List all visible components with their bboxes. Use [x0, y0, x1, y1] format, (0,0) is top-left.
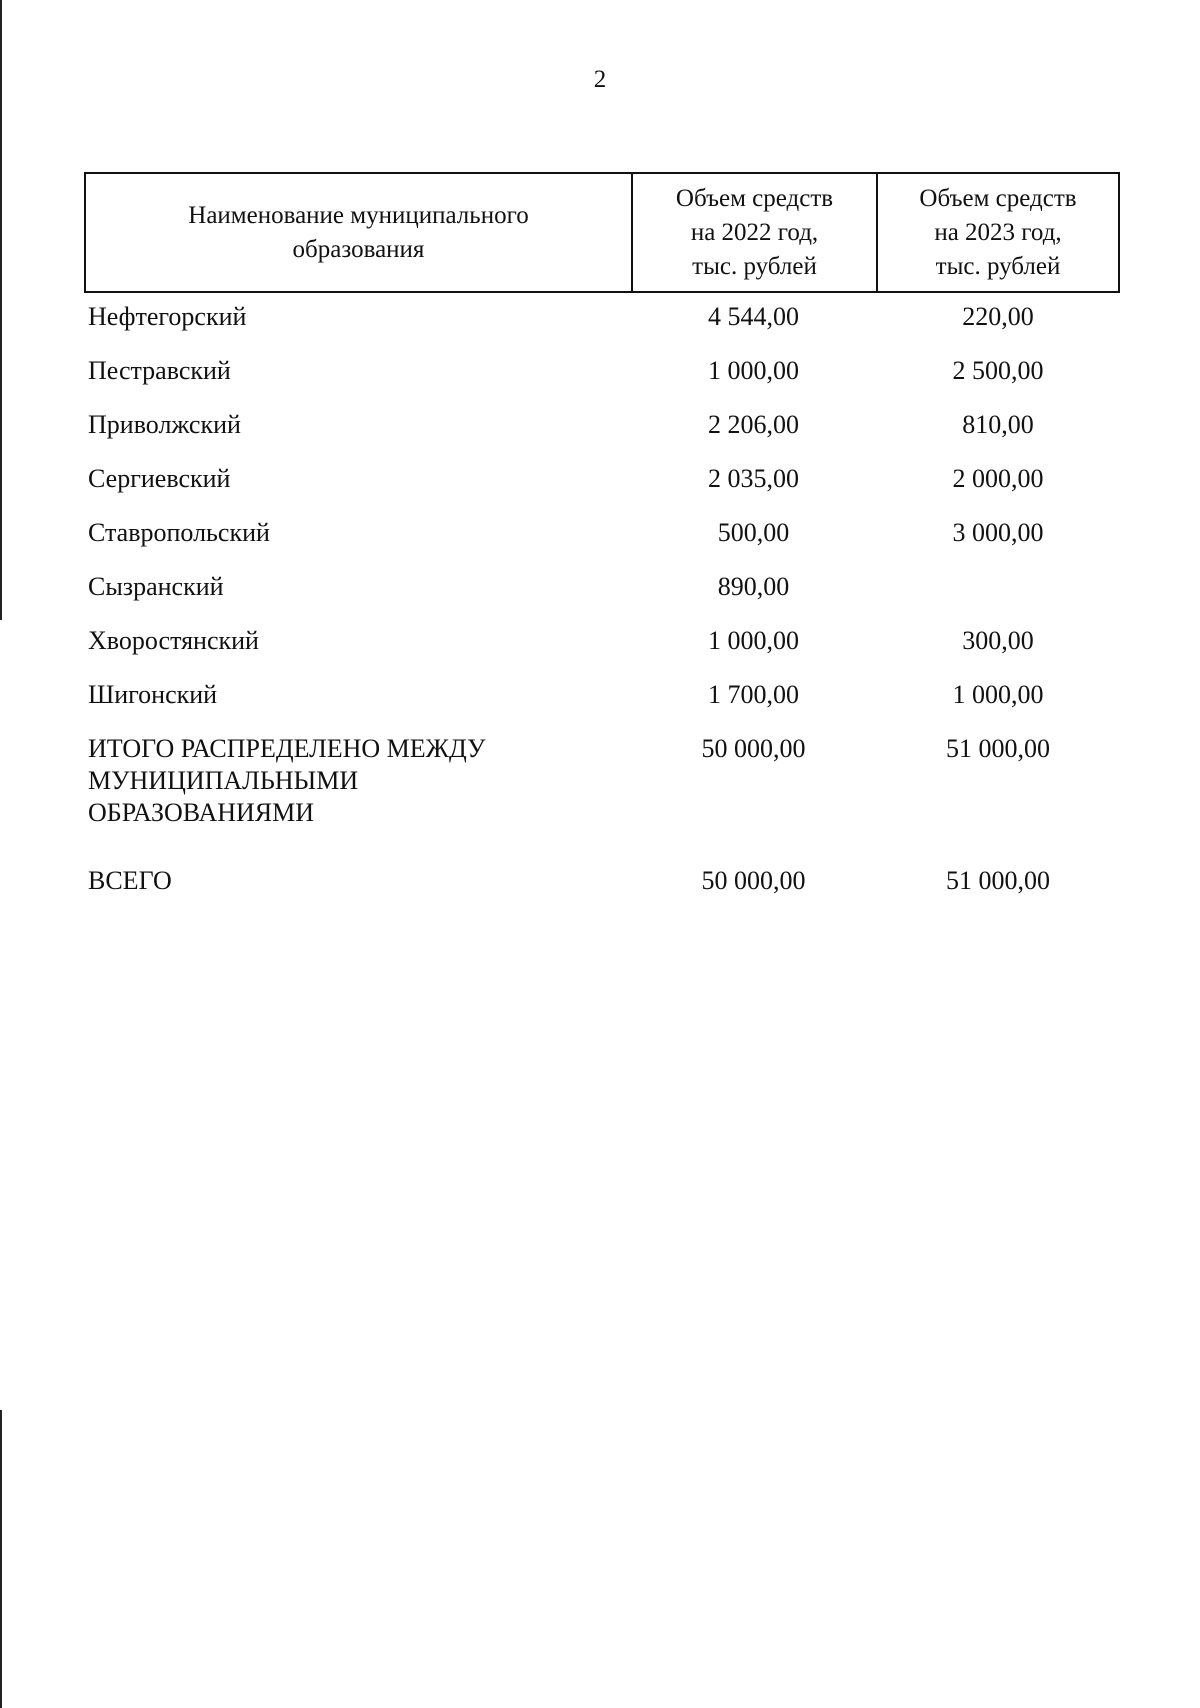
- row-value-2023: 2 500,00: [952, 356, 1044, 385]
- row-value-2022: 890,00: [717, 572, 790, 601]
- row-name: Хворостянский: [88, 626, 259, 655]
- grand-total-2023: 51 000,00: [946, 866, 1050, 895]
- total-distributed-2023: 51 000,00: [946, 734, 1050, 763]
- total-distributed-2022: 50 000,00: [701, 734, 806, 763]
- grand-total-row: [84, 865, 1120, 919]
- row-value-2023: 1 000,00: [952, 680, 1044, 709]
- row-value-2022: 1 000,00: [708, 626, 799, 655]
- row-name: Сызранский: [88, 572, 224, 601]
- row-name: Нефтегорский: [88, 302, 247, 331]
- row-value-2022: 1 000,00: [708, 356, 799, 385]
- row-value-2023: 810,00: [962, 410, 1034, 439]
- row-value-2023: 2 000,00: [952, 464, 1044, 493]
- table-row: [84, 409, 1120, 463]
- row-value-2023: 220,00: [962, 302, 1034, 331]
- row-value-2023: 3 000,00: [952, 518, 1044, 547]
- total-distributed-row: [84, 733, 1120, 865]
- row-name: Ставропольский: [88, 518, 270, 547]
- row-value-2022: 4 544,00: [708, 302, 799, 331]
- header-municipality-name: Наименование муниципального образования: [86, 174, 633, 291]
- table-body: [84, 301, 1120, 919]
- row-value-2022: 2 206,00: [708, 410, 799, 439]
- table-row: [84, 571, 1120, 625]
- grand-total-2022: 50 000,00: [701, 866, 806, 895]
- header-volume-2023: Объем средств на 2023 год, тыс. рублей: [919, 184, 1077, 280]
- row-value-2023: 300,00: [962, 626, 1034, 655]
- row-name: Шигонский: [88, 680, 218, 709]
- row-value-2022: 1 700,00: [708, 680, 799, 709]
- row-value-2022: 500,00: [717, 518, 790, 547]
- header-volume-2022: Объем средств на 2022 год, тыс. рублей: [633, 174, 878, 291]
- table-row: [84, 517, 1120, 571]
- table-row: [84, 463, 1120, 517]
- table-header: [84, 172, 1120, 293]
- row-value-2022: 2 035,00: [708, 464, 799, 493]
- table-row: [84, 625, 1120, 679]
- row-name: Приволжский: [88, 410, 241, 439]
- row-name: Сергиевский: [88, 464, 231, 493]
- table-row: [84, 355, 1120, 409]
- grand-total-label: ВСЕГО: [88, 866, 172, 895]
- total-distributed-label: ИТОГО РАСПРЕДЕЛЕНО МЕЖДУ МУНИЦИПАЛЬНЫМИ ОБРАЗОВАНИЯМИ: [88, 734, 486, 827]
- scan-edge-mark-lower: [0, 1410, 2, 1708]
- page-number: 2: [593, 66, 607, 93]
- table-row: [84, 301, 1120, 355]
- table-row: [84, 679, 1120, 733]
- row-name: Пестравский: [88, 356, 231, 385]
